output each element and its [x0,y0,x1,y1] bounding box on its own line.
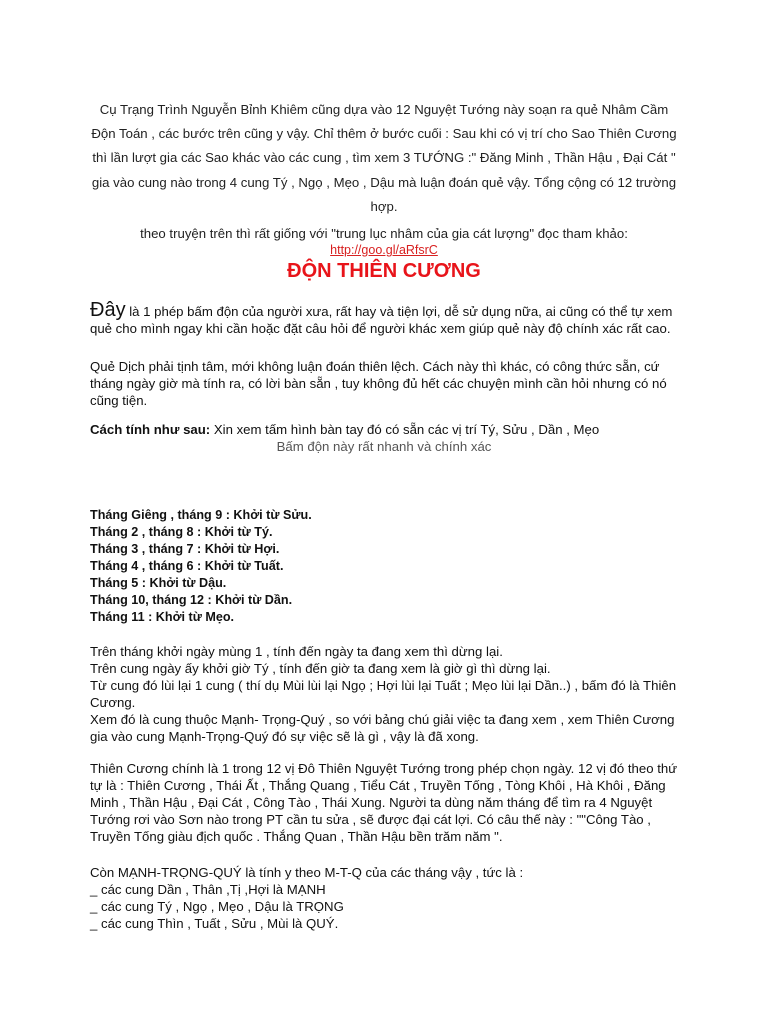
instruction-line: Trên cung ngày ấy khởi giờ Tý , tính đến giờ ta đang xem là giờ gì thì dừng lại. [90,661,551,676]
month-item: Tháng 3 , tháng 7 : Khởi từ Hợi. [90,542,280,556]
month-item: Tháng 2 , tháng 8 : Khởi từ Tý. [90,525,273,539]
method-text: Xin xem tấm hình bàn tay đó có sẵn các vị trí Tý, Sửu , Dần , Mẹo [210,422,600,437]
month-item: Tháng 11 : Khởi từ Mẹo. [90,610,235,624]
instructions-block [90,643,690,745]
page-title: ĐỘN THIÊN CƯƠNG [287,260,481,282]
lead-word: Đây [90,299,126,321]
instruction-line: Trên tháng khởi ngày mùng 1 , tính đến ngày ta đang xem thì dừng lại. [90,644,503,659]
month-list [90,507,690,626]
mtq-line: _ các cung Dần , Thân ,Tị ,Hợi là MẠNH [90,882,326,897]
paragraph-intro-text: là 1 phép bấm độn của người xưa, rất hay và tiện lợi, dễ sử dụng nữa, ai cũng có thể tự xem quẻ cho mình ngay khi cần hoặc đặt câu hỏi để người khác xem giúp quẻ này độ chính xác rất cao. [90,304,673,336]
intro-paragraph: Cụ Trạng Trình Nguyễn Bỉnh Khiêm cũng dựa vào 12 Nguyệt Tướng này soạn ra quẻ Nhâm Cầm Độn Toán , các bước trên cũng y vậy. Chỉ thêm ở bước cuối : Sau khi có vị trí cho Sao Thiên Cương thì lần lượt gia các Sao khác vào các cung , tìm xem 3 TƯỚNG :" Đăng Minh , Thần Hậu , Đại Cát " gia vào cung nào trong 4 cung Tý , Ngọ , Mẹo , Dậu mà luận đoán quẻ vậy. Tổng cộng có 12 trường hợp. [91,102,677,214]
thien-cuong-paragraph: Thiên Cương chính là 1 trong 12 vị Đô Thiên Nguyệt Tướng trong phép chọn ngày. 12 vị đó theo thứ tự là : Thiên Cương , Thái Ất , Thắng Quang , Tiểu Cát , Truyền Tống , Tòng Khôi , Hà Khôi , Đăng Minh , Thần Hậu , Đại Cát , Công Tào , Thái Xung. Người ta dùng năm tháng để tìm ra 4 Nguyệt Tướng rơi vào Sơn nào trong PT cần tu sửa , sẽ được đại cát lợi. Có câu thế này : ""Công Tào , Truyền Tống giàu địch quốc . Thắng Quan , Thần Hậu bền trăm năm ". [90,761,678,844]
method-label: Cách tính như sau: [90,422,211,437]
reference-link[interactable]: http://goo.gl/aRfsrC [330,243,438,257]
method-paragraph [90,421,690,438]
month-item: Tháng 5 : Khởi từ Dậu. [90,576,227,590]
paragraph-intro [90,299,690,337]
month-item: Tháng 10, tháng 12 : Khởi từ Dần. [90,593,293,607]
instruction-line: Xem đó là cung thuộc Mạnh- Trọng-Quý , so với bảng chú giải việc ta đang xem , xem Thiên Cương gia vào cung Mạnh-Trọng-Quý đó sự việc sẽ là gì , vậy là đã xong. [90,712,675,744]
mtq-line: Còn MẠNH-TRỌNG-QUÝ là tính y theo M-T-Q của các tháng vậy , tức là : [90,865,524,880]
mtq-line: _ các cung Thìn , Tuất , Sửu , Mùi là QUÝ. [90,916,339,931]
instruction-line: Từ cung đó lùi lại 1 cung ( thí dụ Mùi lùi lại Ngọ ; Hợi lùi lại Tuất ; Mẹo lùi lại Dần..) , bấm đó là Thiên Cương. [90,678,677,710]
mtq-line: _ các cung Tý , Ngọ , Mẹo , Dậu là TRỌNG [90,899,344,914]
image-caption: Bấm độn này rất nhanh và chính xác [276,439,492,454]
month-item: Tháng Giêng , tháng 9 : Khởi từ Sửu. [90,508,312,522]
paragraph-quedich: Quẻ Dịch phải tịnh tâm, mới không luận đoán thiên lệch. Cách này thì khác, có công thức sẵn, cứ tháng ngày giờ mà tính ra, có lời bàn sẵn , tuy không đủ hết các chuyện mình cần hỏi nhưng có nó cũng tiện. [90,359,667,408]
reference-note [88,226,680,258]
month-item: Tháng 4 , tháng 6 : Khởi từ Tuất. [90,559,284,573]
manh-trong-quy-block [90,864,690,932]
reference-text: theo truyện trên thì rất giống với "trung lục nhâm của gia cát lượng" đọc tham khảo: [140,226,628,241]
